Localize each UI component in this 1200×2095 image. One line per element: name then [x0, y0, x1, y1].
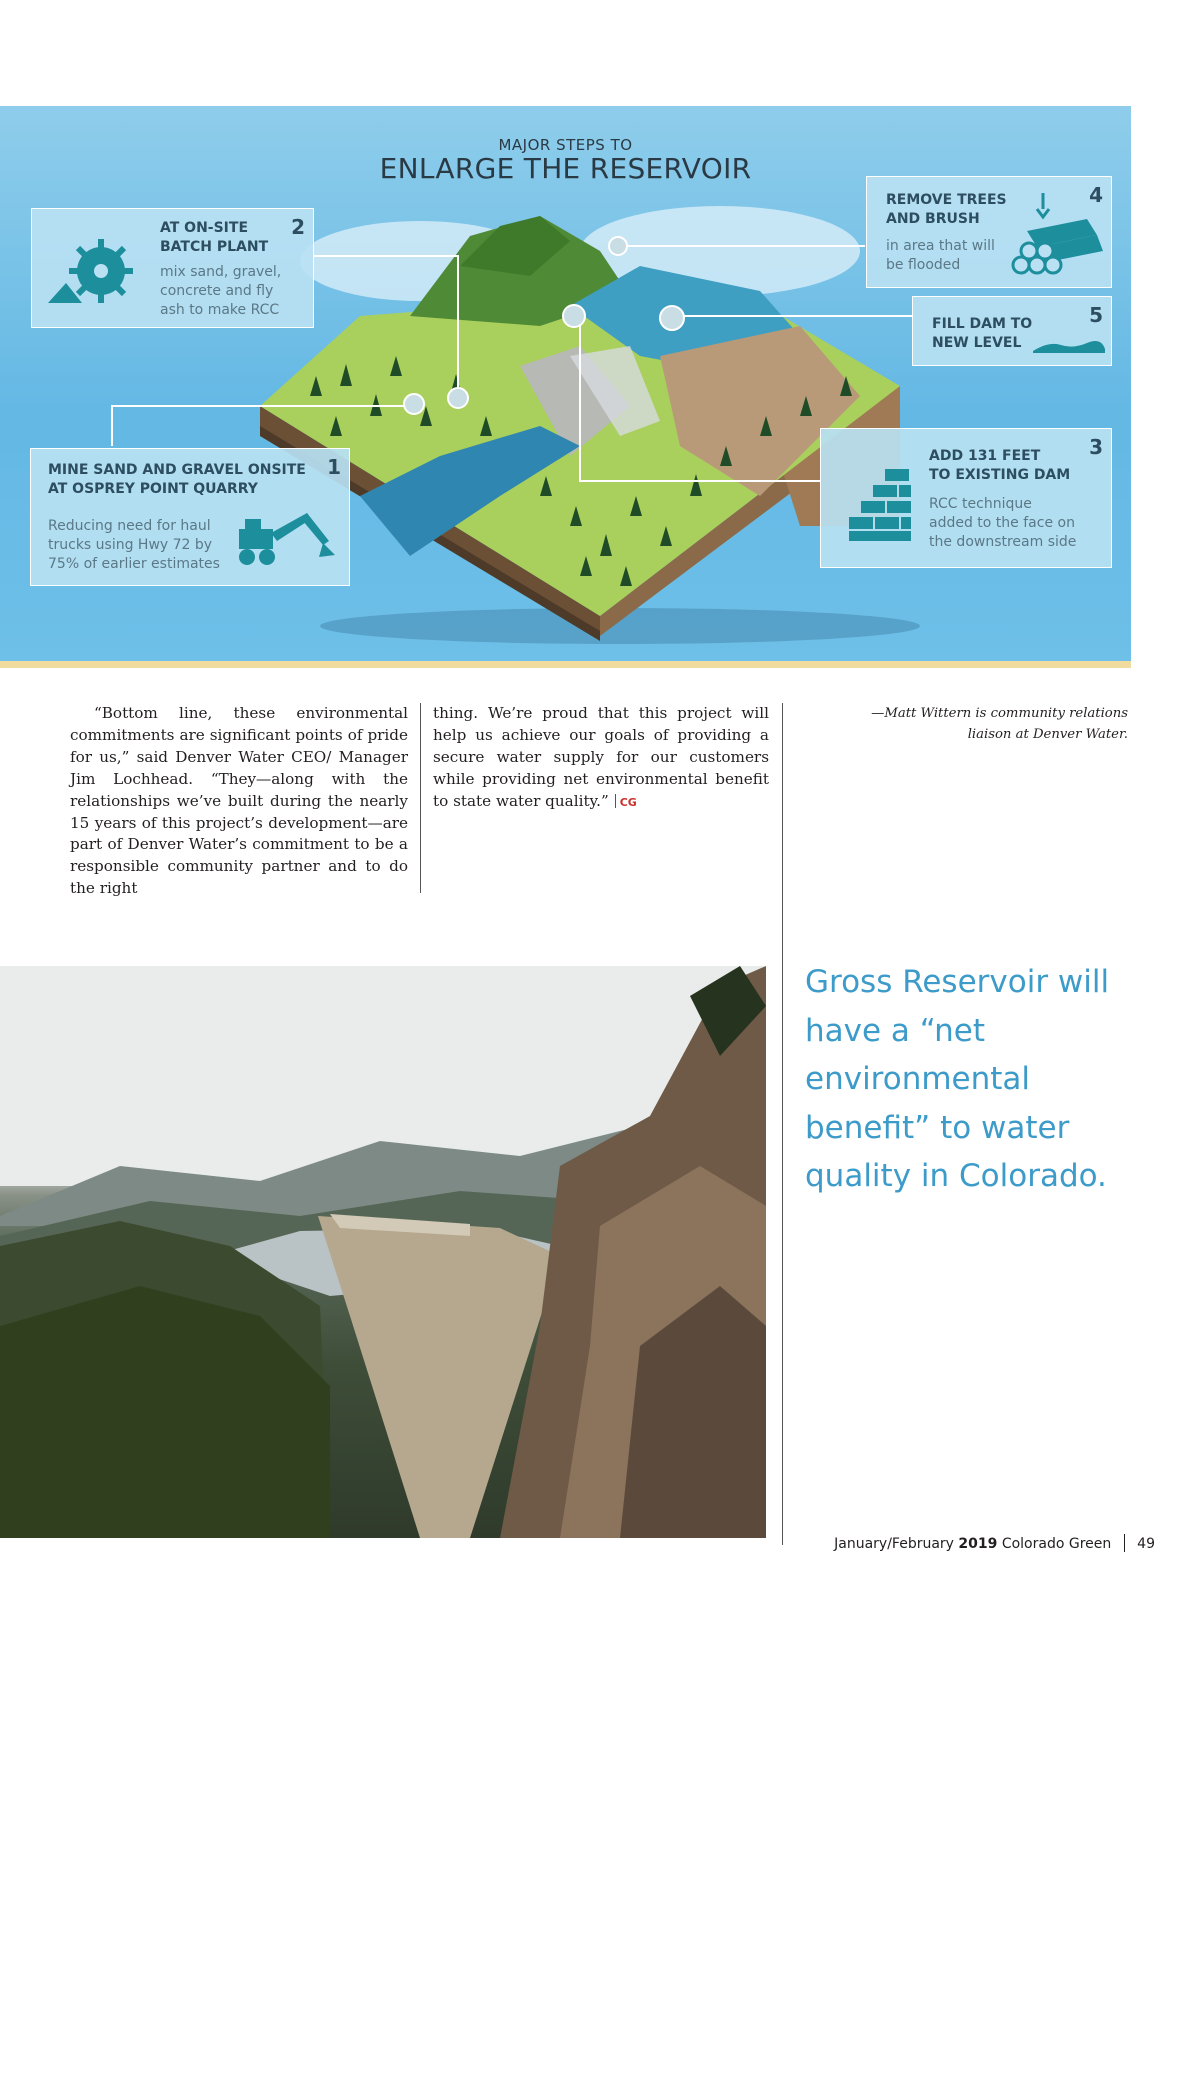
step-3-box — [820, 428, 1112, 568]
article-paragraph-1: “Bottom line, these environmental commitments are significant points of pride for us,” said Denver Water CEO/ Manager Jim Lochhead. “They—along with the relationships we’ve built during the nearly 15 years of this project’s development—are part of Denver Water’s commitment to be a responsible community partner and to do the right — [70, 704, 408, 898]
dam-photo — [0, 966, 766, 2095]
step-1-description: Reducing need for haul trucks using Hwy 72 by 75% of earlier estimates — [48, 518, 220, 572]
log-pile-icon — [1007, 191, 1107, 279]
step-1-number: 1 — [327, 455, 341, 479]
step-5-number: 5 — [1089, 303, 1103, 327]
step-3-heading: ADD 131 FEET TO EXISTING DAM — [929, 448, 1071, 483]
photo-caption: Existing dam will be raised 131 feet. — [72, 2077, 354, 2095]
pull-quote: Gross Reservoir will have a “net environmental benefit” to water quality in Colorado. — [805, 964, 1110, 1194]
reservoir-infographic — [0, 106, 1131, 668]
step-2-number: 2 — [291, 215, 305, 239]
step-4-heading: REMOVE TREES AND BRUSH — [886, 192, 1007, 227]
footer-separator — [1124, 1534, 1125, 1552]
excavator-icon — [237, 511, 337, 571]
brick-stack-icon — [847, 469, 913, 543]
step-2-heading: AT ON-SITE BATCH PLANT — [160, 220, 269, 255]
step-4-description: in area that will be flooded — [886, 238, 995, 273]
step-3-description: RCC technique added to the face on the downstream side — [929, 496, 1077, 550]
step-1-box — [30, 448, 350, 586]
step-2-description: mix sand, gravel, concrete and fly ash to make RCC — [160, 264, 282, 318]
water-level-icon — [1031, 337, 1107, 355]
dam-landscape-illustration — [0, 966, 766, 1538]
infographic-kicker: MAJOR STEPS TO — [498, 136, 633, 154]
article-column-1 — [70, 703, 408, 900]
step-4-box — [866, 176, 1112, 288]
infographic-bottom-band — [0, 661, 1131, 668]
footer-issue: January/February — [834, 1536, 954, 1552]
page-number: 49 — [1137, 1536, 1155, 1552]
step-3-number: 3 — [1089, 435, 1103, 459]
article-column-2 — [433, 703, 769, 814]
page-footer — [834, 1534, 1155, 1552]
footer-year: 2019 — [958, 1536, 998, 1552]
article-paragraph-2: thing. We’re proud that this project will help us achieve our goals of providing a secure water supply for our customers while providing net environmental benefit to state water quality.” CG — [433, 704, 769, 810]
infographic-headline: ENLARGE THE RESERVOIR — [379, 152, 752, 185]
step-5-heading: FILL DAM TO NEW LEVEL — [932, 316, 1033, 351]
mixer-gear-icon — [46, 237, 136, 307]
step-1-heading: MINE SAND AND GRAVEL ONSITE AT OSPREY POINT QUARRY — [48, 462, 306, 497]
column-divider-2 — [782, 703, 783, 1545]
end-mark-bar — [615, 794, 616, 808]
step-5-box — [912, 296, 1112, 366]
step-2-box — [31, 208, 314, 328]
footer-magazine: Colorado Green — [1001, 1536, 1112, 1552]
author-byline: —Matt Wittern is community relations liaison at Denver Water. — [871, 706, 1128, 742]
end-mark-cg: CG — [619, 795, 637, 809]
column-divider-1 — [420, 703, 421, 893]
step-4-number: 4 — [1089, 183, 1103, 207]
